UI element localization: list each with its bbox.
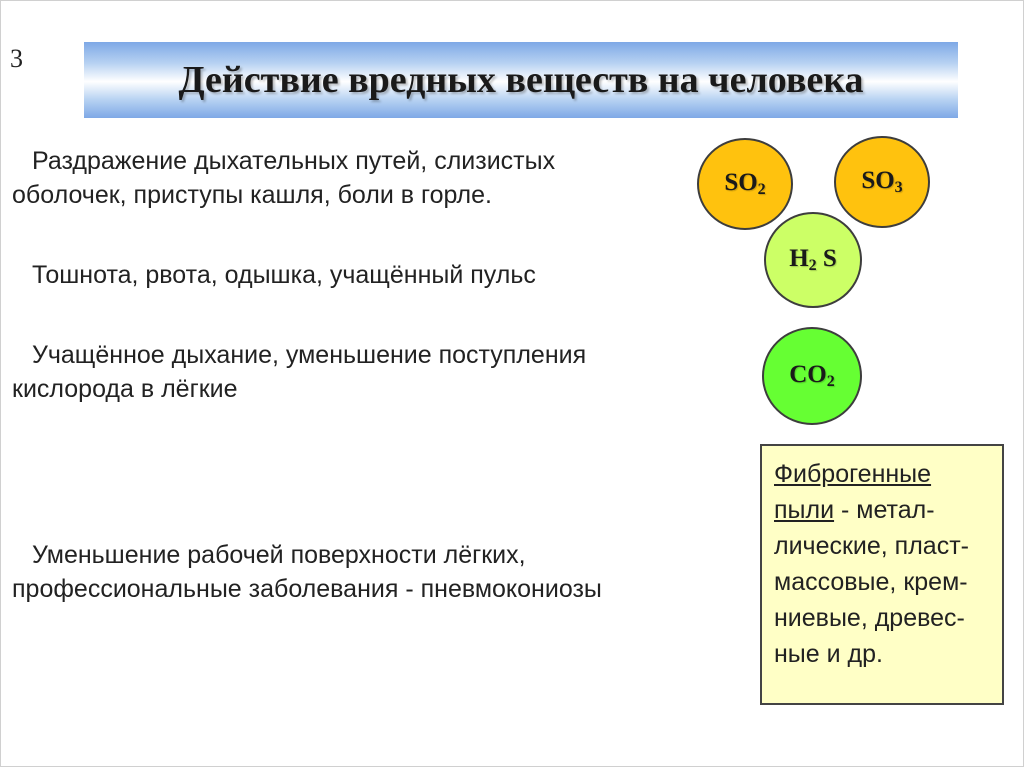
h2s-circle xyxy=(764,212,862,308)
fibrogenic-dust-box xyxy=(760,444,1004,705)
effect-line: кислорода в лёгкие xyxy=(12,375,238,403)
effect-line: Тошнота, рвота, одышка, учащённый пульс xyxy=(32,261,536,289)
effect-line: Уменьшение рабочей поверхности лёгких, xyxy=(32,541,526,569)
effect-rapid-breathing xyxy=(12,338,586,406)
title-banner xyxy=(84,42,958,118)
dust-line-3: лические, пласт- xyxy=(774,532,969,560)
effect-respiratory-irritation xyxy=(12,144,555,212)
so2-formula: $SO_2$ xyxy=(724,169,766,198)
effect-nausea xyxy=(12,258,536,292)
effect-line: Раздражение дыхательных путей, слизистых xyxy=(32,147,556,175)
effect-lung-surface xyxy=(12,538,602,606)
slide-number: 3 xyxy=(10,44,23,73)
co2-formula: $CO_2$ xyxy=(789,361,835,390)
dust-line-4: массовые, крем- xyxy=(774,568,968,596)
slide-title: Действие вредных веществ на человека xyxy=(178,59,864,101)
co2-circle xyxy=(762,327,862,425)
dust-line-2: пыли - метал- xyxy=(774,496,935,524)
dust-line-6: ные и др. xyxy=(774,640,883,668)
effect-line: профессиональные заболевания - пневмокониозы xyxy=(12,575,602,603)
dust-heading-word-2: пыли xyxy=(774,496,835,524)
h2s-formula: $H_2$ S xyxy=(789,245,837,274)
so3-formula: $SO_3$ xyxy=(861,167,903,196)
effect-line: Учащённое дыхание, уменьшение поступления xyxy=(32,341,587,369)
effect-line: оболочек, приступы кашля, боли в горле. xyxy=(12,181,492,209)
so3-circle xyxy=(834,136,930,228)
so2-circle xyxy=(697,138,793,230)
dust-heading-word-1: Фиброгенные xyxy=(774,460,932,488)
dust-line-5: ниевые, древес- xyxy=(774,604,965,632)
